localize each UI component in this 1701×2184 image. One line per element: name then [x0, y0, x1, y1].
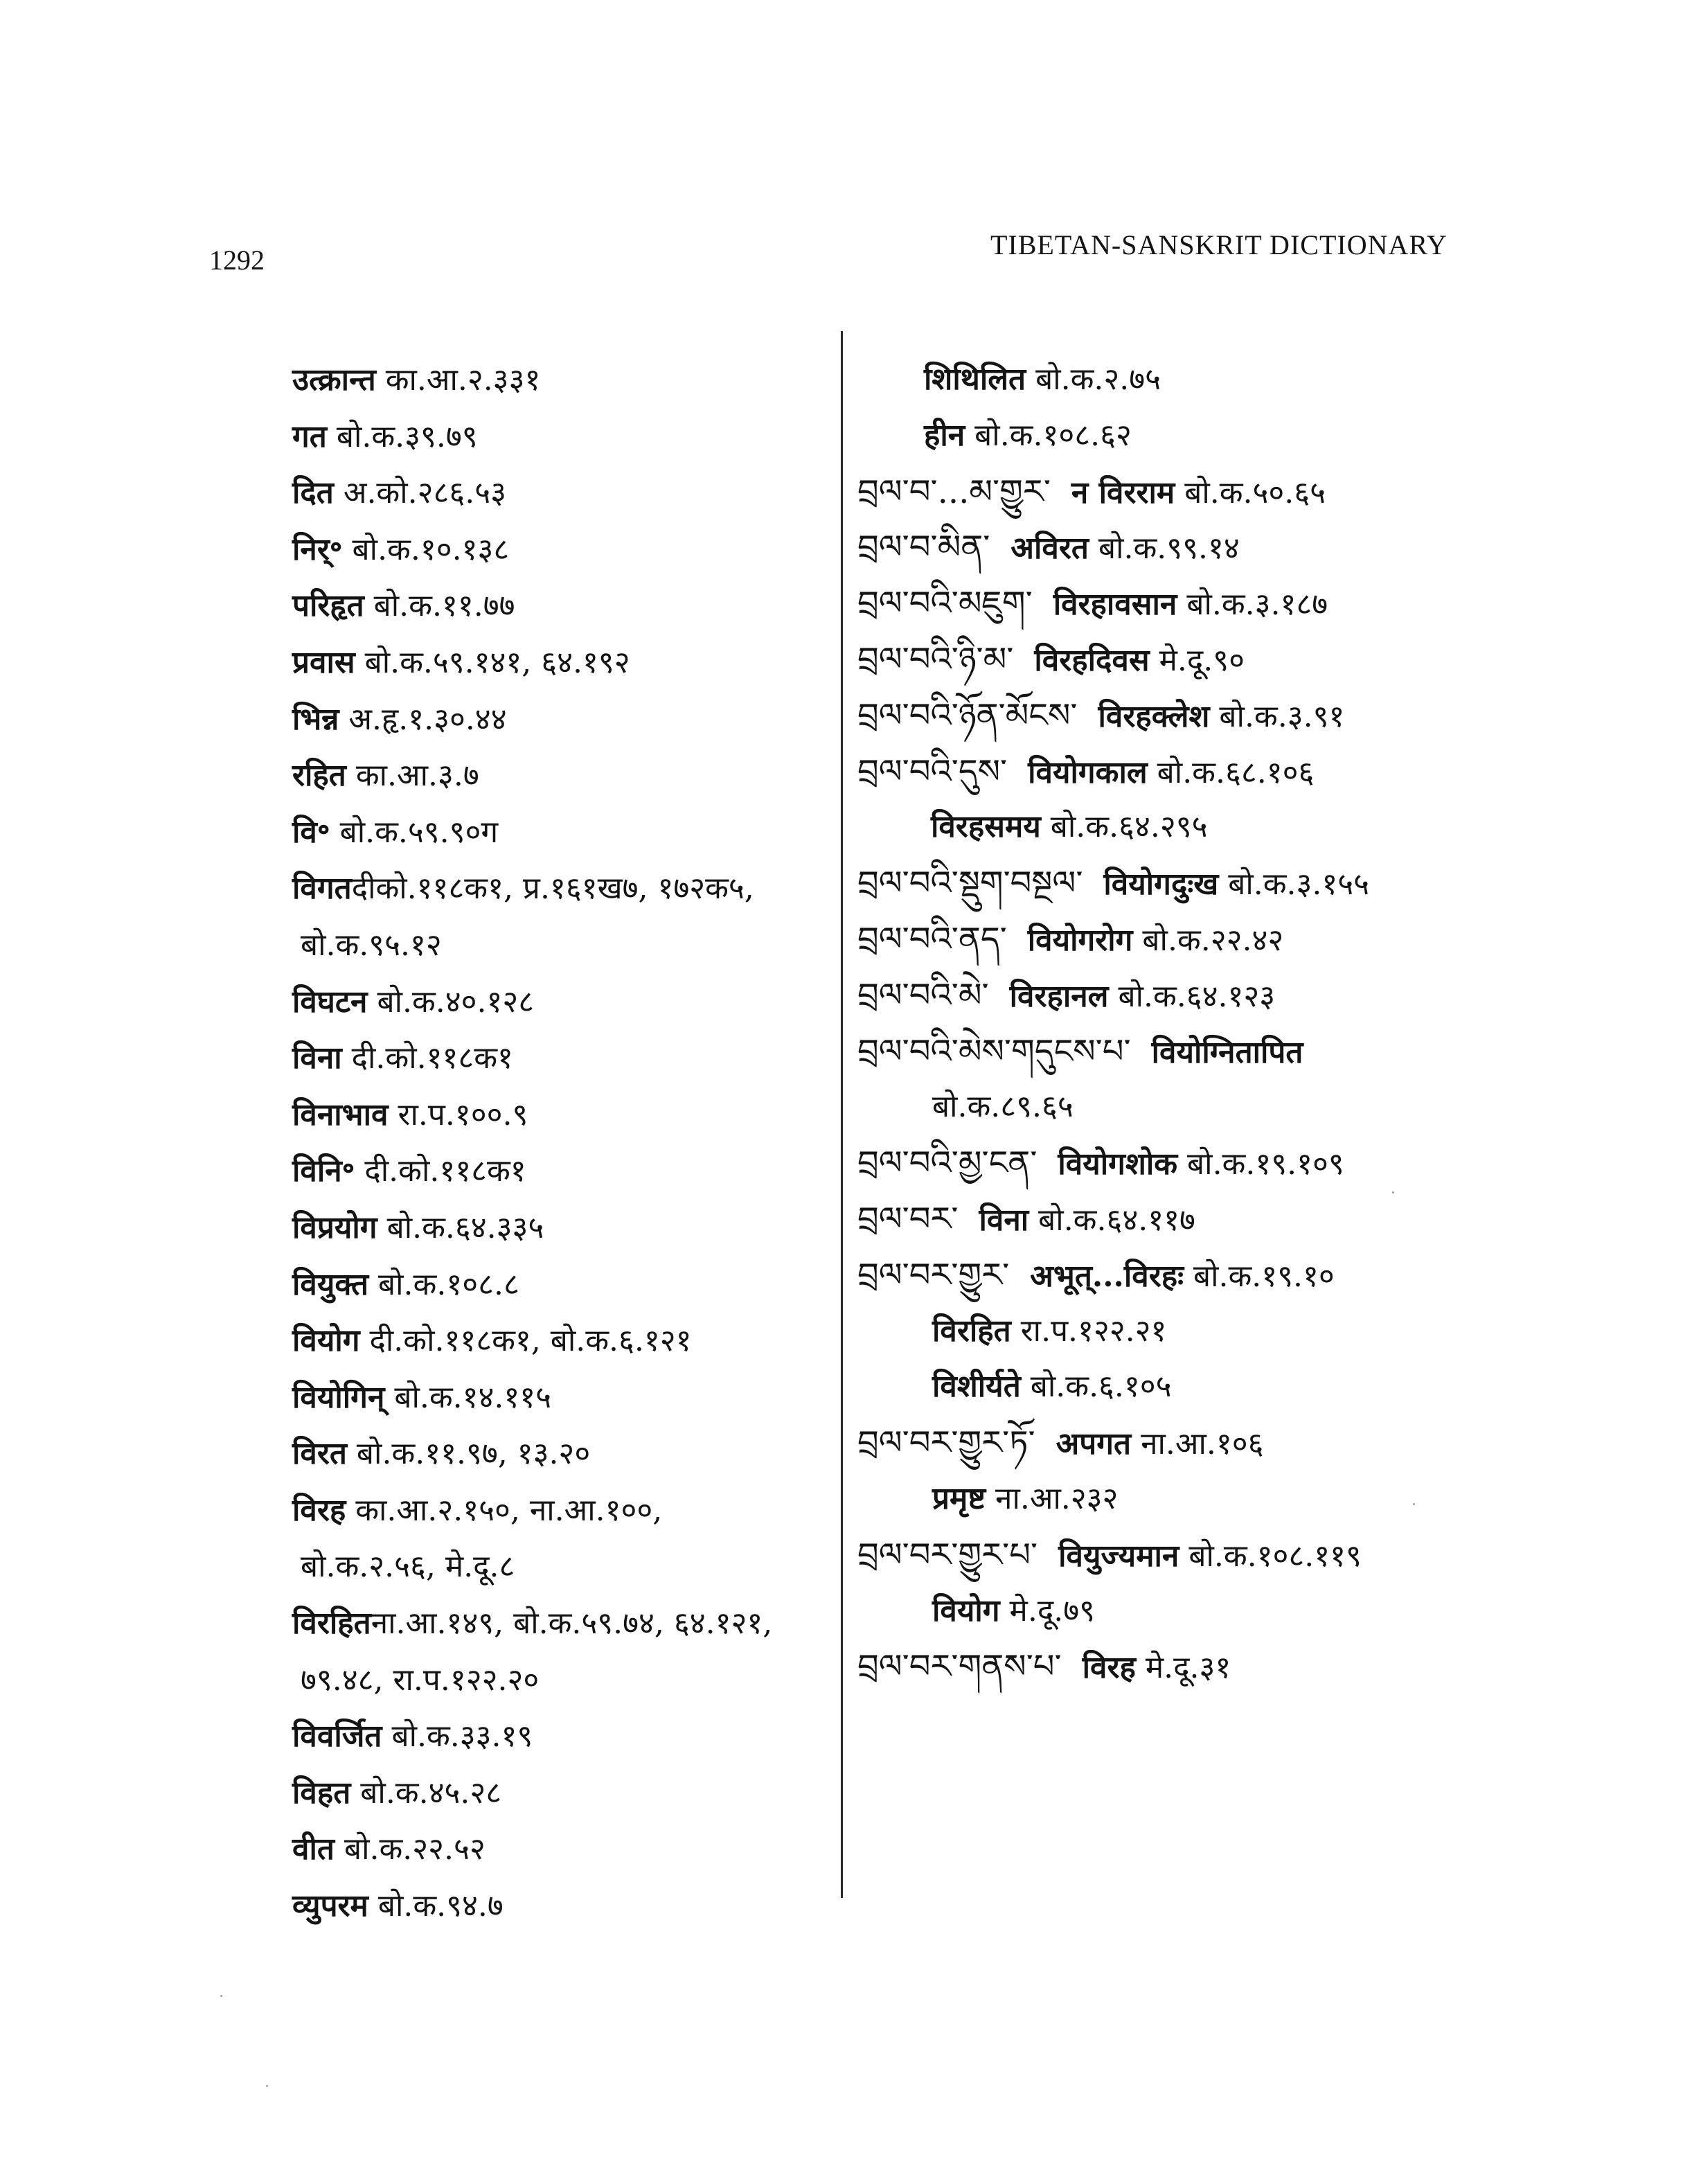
- sanskrit-equivalent: विशीर्यते: [932, 1369, 1021, 1405]
- entry-line: [857, 1415, 1578, 1471]
- source-reference: दीको.११८क१, प्र.१६१ख७, १७२क५,: [351, 871, 754, 907]
- entry-continuation: [292, 1538, 832, 1595]
- source-reference: बो.क.१०८.११९: [1179, 1538, 1362, 1574]
- entry-line: [292, 860, 832, 917]
- sanskrit-equivalent: वियोग्नितापित: [1151, 1034, 1303, 1070]
- column-divider: [841, 331, 843, 1898]
- tibetan-headword: བྲལ་བའི་མྱ་ངན་: [857, 1144, 1037, 1183]
- sanskrit-equivalent: न विरराम: [1071, 474, 1175, 511]
- source-reference: बो.क.१०.१३८: [342, 531, 510, 567]
- source-reference: बो.क.६४.११७: [1028, 1202, 1195, 1238]
- source-reference: अ.हृ.१.३०.४४: [339, 701, 507, 737]
- entry-line: [857, 744, 1578, 800]
- source-reference: बो.क.६४.१२३: [1108, 978, 1276, 1014]
- source-reference: दी.को.११८क१, बो.क.६.१२१: [359, 1323, 692, 1359]
- entry-subline: [857, 799, 1578, 855]
- source-reference: बो.क.५९.९०ग: [330, 814, 499, 850]
- sanskrit-equivalent: वियोगकाल: [1028, 754, 1148, 790]
- source-reference: बो.क.६४.३३५: [377, 1209, 544, 1245]
- entry-line: [292, 522, 832, 578]
- sanskrit-equivalent: विरहित: [932, 1313, 1011, 1349]
- sanskrit-headword: उत्क्रान्त: [292, 362, 376, 398]
- sanskrit-equivalent: वियोगशोक: [1058, 1146, 1178, 1182]
- tibetan-headword: བྲལ་བ་...མ་གྱུར་: [857, 472, 1051, 511]
- sanskrit-headword: विघटन: [292, 984, 368, 1020]
- scan-speck: [266, 2085, 268, 2087]
- sanskrit-equivalent: विरहावसान: [1053, 587, 1177, 623]
- entry-line: [857, 1135, 1578, 1191]
- right-column: [857, 352, 1578, 1695]
- source-reference: बो.क.३.१८७: [1177, 587, 1328, 623]
- sanskrit-headword: रहित: [292, 758, 346, 794]
- entry-continuation: [857, 1079, 1578, 1135]
- source-reference: बो.क.१९.१०९: [1177, 1146, 1344, 1182]
- entry-continuation: [292, 917, 832, 974]
- entry-subline: [857, 1359, 1578, 1415]
- source-reference: का.आ.२.३३१: [375, 362, 541, 398]
- sanskrit-headword: वि॰: [292, 814, 330, 850]
- source-reference: रा.प.१००.९: [388, 1097, 528, 1133]
- sanskrit-headword: गत: [292, 418, 327, 454]
- sanskrit-headword: विरहित: [292, 1606, 371, 1642]
- entry-subline: [857, 408, 1578, 464]
- source-reference: बो.क.२२.५२: [334, 1831, 486, 1867]
- entry-line: [857, 1024, 1578, 1080]
- source-reference: बो.क.६८.१०६: [1147, 754, 1315, 790]
- source-reference: दी.को.११८क१: [341, 1040, 513, 1076]
- source-reference: बो.क.२.७५: [1026, 362, 1161, 397]
- sanskrit-headword: विवर्जित: [292, 1719, 382, 1755]
- source-reference: बो.क.६४.२९५: [1040, 809, 1208, 845]
- tibetan-headword: བྲལ་བའི་མཇུག་: [857, 584, 1033, 623]
- entry-line: [292, 352, 832, 409]
- entry-line: [292, 1765, 832, 1822]
- entry-line: [292, 691, 832, 748]
- source-reference: मे.दू.९०: [1149, 642, 1245, 678]
- tibetan-headword: བྲལ་བར་གྱུར་ཏོ་: [857, 1423, 1035, 1463]
- source-reference: ना.आ.१४९, बो.क.५९.७४, ६४.१२१,: [371, 1606, 773, 1642]
- source-reference: बो.क.९५.१२: [301, 927, 442, 963]
- source-reference: का.आ.३.७: [346, 758, 479, 794]
- source-reference: बो.क.३९.७९: [326, 418, 478, 454]
- sanskrit-headword: वियोगिन्: [292, 1379, 385, 1415]
- sanskrit-headword: विना: [292, 1040, 342, 1076]
- entry-line: [292, 1087, 832, 1144]
- source-reference: बो.क.३.९१: [1209, 698, 1345, 734]
- entry-subline: [857, 1471, 1578, 1527]
- sanskrit-headword: दित: [292, 475, 334, 511]
- entry-line: [857, 1191, 1578, 1248]
- sanskrit-equivalent: प्रमृष्ट: [932, 1480, 986, 1516]
- sanskrit-equivalent: विरह: [1082, 1650, 1136, 1686]
- source-reference: बो.क.९९.१४: [1088, 531, 1240, 567]
- source-reference: का.आ.२.१५०, ना.आ.१००,: [346, 1492, 663, 1528]
- page-number: 1292: [209, 245, 265, 276]
- entry-line: [292, 634, 832, 691]
- sanskrit-headword: विगत: [292, 871, 352, 907]
- entry-line: [857, 1527, 1578, 1583]
- sanskrit-headword: विनि॰: [292, 1153, 355, 1189]
- entry-subline: [857, 1583, 1578, 1640]
- sanskrit-headword: निर्॰: [292, 531, 343, 567]
- sanskrit-equivalent: अभूत्...विरहः: [1030, 1258, 1184, 1294]
- entry-line: [292, 1200, 832, 1257]
- source-reference: दी.को.११८क१: [355, 1153, 526, 1189]
- sanskrit-equivalent: वियोगदुःख: [1103, 867, 1219, 903]
- tibetan-headword: བྲལ་བའི་དུས་: [857, 752, 1008, 791]
- sanskrit-headword: वियोग: [292, 1323, 360, 1359]
- tibetan-headword: བྲལ་བར་གྱུར་: [857, 1255, 1010, 1295]
- source-reference: मे.दू.७९: [999, 1592, 1095, 1628]
- source-reference: बो.क.११.९७, १३.२०: [346, 1436, 591, 1472]
- entry-continuation: [292, 1652, 832, 1709]
- tibetan-headword: བྲལ་བའི་ཉོན་མོངས་: [857, 695, 1078, 735]
- entry-line: [292, 804, 832, 861]
- sanskrit-headword: विप्रयोग: [292, 1209, 377, 1245]
- entry-line: [857, 632, 1578, 688]
- source-reference: बो.क.४०.१२८: [367, 984, 535, 1020]
- sanskrit-headword: भिन्न: [292, 701, 339, 737]
- source-reference: बो.क.१९.१०: [1183, 1258, 1335, 1294]
- source-reference: ना.आ.१०६: [1131, 1426, 1264, 1462]
- source-reference: बो.क.५०.६५: [1175, 474, 1326, 511]
- entry-line: [292, 1257, 832, 1313]
- entry-line: [857, 464, 1578, 520]
- entry-line: [292, 1821, 832, 1878]
- entry-line: [857, 912, 1578, 968]
- entry-subline: [857, 352, 1578, 408]
- entry-line: [292, 1369, 832, 1426]
- source-reference: बो.क.८९.६५: [932, 1089, 1074, 1125]
- sanskrit-equivalent: विना: [979, 1202, 1029, 1238]
- source-reference: बो.क.३.१५५: [1218, 867, 1369, 903]
- source-reference: बो.क.६.१०५: [1020, 1369, 1172, 1405]
- sanskrit-equivalent: अपगत: [1056, 1426, 1132, 1462]
- scan-speck: [1392, 1191, 1394, 1193]
- sanskrit-equivalent: वियोग: [932, 1592, 1000, 1628]
- sanskrit-equivalent: विरहक्लेश: [1098, 698, 1210, 734]
- sanskrit-headword: वियुक्त: [292, 1266, 369, 1302]
- entry-line: [292, 1313, 832, 1369]
- sanskrit-headword: वीत: [292, 1831, 335, 1867]
- sanskrit-headword: परिहृत: [292, 588, 364, 624]
- source-reference: बो.क.३३.१९: [382, 1719, 533, 1755]
- entry-line: [292, 1595, 832, 1652]
- entry-subline: [857, 1304, 1578, 1360]
- sanskrit-equivalent: हीन: [924, 417, 965, 453]
- source-reference: बो.क.१४.११५: [384, 1379, 552, 1415]
- entry-line: [292, 1708, 832, 1765]
- entry-line: [292, 1878, 832, 1935]
- left-column: [292, 352, 832, 1935]
- entry-line: [857, 968, 1578, 1024]
- sanskrit-equivalent: वियोगरोग: [1027, 922, 1133, 958]
- tibetan-headword: བྲལ་བར་གནས་པ་: [857, 1647, 1062, 1687]
- source-reference: बो.क.४५.२८: [350, 1775, 502, 1811]
- source-reference: बो.क.१०८.८: [368, 1266, 519, 1302]
- sanskrit-headword: विरत: [292, 1436, 347, 1472]
- tibetan-headword: བྲལ་བའི་སྡུག་བསྔལ་: [857, 864, 1083, 903]
- entry-line: [292, 1030, 832, 1087]
- entry-line: [857, 520, 1578, 576]
- tibetan-headword: བྲལ་བར་གྱུར་པ་: [857, 1535, 1038, 1574]
- scan-speck: [1413, 1503, 1415, 1505]
- source-reference: बो.क.१०८.६२: [965, 417, 1132, 453]
- tibetan-headword: བྲལ་བར་: [857, 1199, 959, 1239]
- sanskrit-equivalent: वियुज्यमान: [1058, 1538, 1179, 1574]
- sanskrit-equivalent: विरहसमय: [931, 809, 1041, 845]
- sanskrit-equivalent: अविरत: [1010, 531, 1089, 567]
- entry-line: [857, 688, 1578, 744]
- source-reference: बो.क.२.५६, मे.दू.८: [301, 1549, 515, 1585]
- source-reference: रा.प.१२२.२१: [1010, 1313, 1167, 1349]
- entry-line: [292, 465, 832, 522]
- entry-line: [857, 1248, 1578, 1304]
- running-title: TIBETAN-SANSKRIT DICTIONARY: [990, 229, 1448, 260]
- sanskrit-equivalent: विरहानल: [1009, 978, 1109, 1014]
- source-reference: बो.क.११.७७: [364, 588, 515, 624]
- entry-line: [292, 409, 832, 465]
- source-reference: ना.आ.२३२: [986, 1480, 1119, 1516]
- entry-line: [292, 974, 832, 1031]
- sanskrit-headword: विहत: [292, 1775, 351, 1811]
- source-reference: ७९.४८, रा.प.१२२.२०: [301, 1662, 540, 1698]
- scan-speck: [220, 1995, 222, 1997]
- tibetan-headword: བྲལ་བའི་མེ་: [857, 975, 989, 1015]
- tibetan-headword: བྲལ་བའི་ཉི་མ་: [857, 639, 1014, 679]
- entry-line: [292, 1143, 832, 1200]
- entry-line: [292, 578, 832, 634]
- tibetan-headword: བྲལ་བའི་མེས་གདུངས་པ་: [857, 1031, 1131, 1071]
- source-reference: अ.को.२८६.५३: [333, 475, 506, 511]
- sanskrit-headword: प्रवास: [292, 644, 355, 680]
- sanskrit-equivalent: विरहदिवस: [1034, 642, 1150, 678]
- sanskrit-headword: विनाभाव: [292, 1097, 389, 1133]
- sanskrit-headword: व्युपरम: [292, 1888, 368, 1924]
- entry-line: [857, 855, 1578, 912]
- source-reference: मे.दू.३१: [1135, 1650, 1231, 1686]
- tibetan-headword: བྲལ་བའི་ནད་: [857, 919, 1007, 959]
- entry-line: [857, 576, 1578, 632]
- entry-line: [857, 1639, 1578, 1695]
- source-reference: बो.क.९४.७: [368, 1888, 504, 1924]
- sanskrit-headword: विरह: [292, 1492, 346, 1528]
- source-reference: बो.क.५९.१४१, ६४.१९२: [355, 644, 630, 680]
- tibetan-headword: བྲལ་བ་མིན་: [857, 528, 990, 567]
- source-reference: बो.क.२२.४२: [1132, 922, 1284, 958]
- sanskrit-equivalent: शिथिलित: [924, 362, 1026, 397]
- entry-line: [292, 1426, 832, 1482]
- entry-line: [292, 1482, 832, 1539]
- entry-line: [292, 747, 832, 804]
